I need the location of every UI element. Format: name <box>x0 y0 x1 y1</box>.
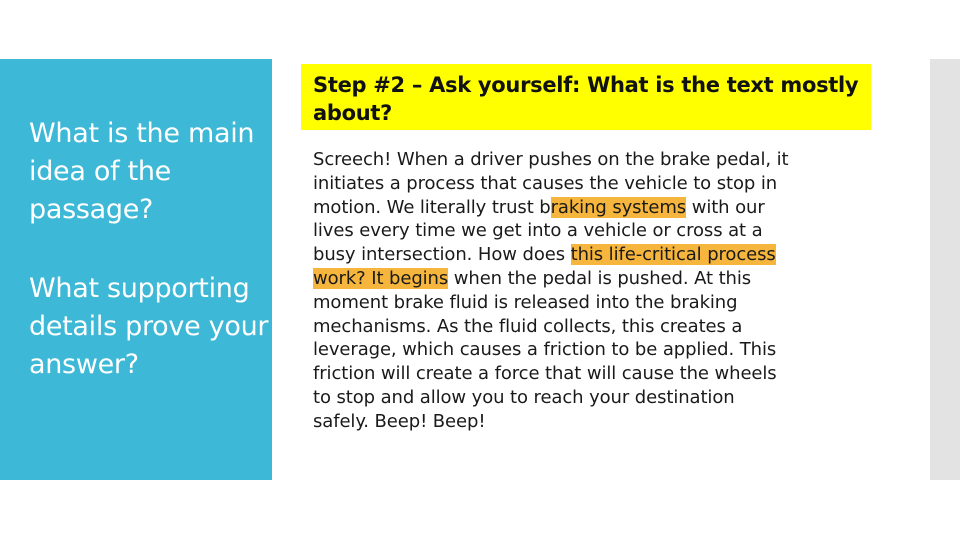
passage-line: to stop and allow you to reach your destination <box>313 386 735 408</box>
main-idea-question: What is the main idea of the passage? <box>29 118 255 225</box>
passage-line: Screech! When a driver pushes on the brake pedal, it <box>313 149 789 170</box>
passage-line: work? It begins when the pedal is pushed. At this <box>313 267 752 289</box>
passage-line: friction will create a force that will cause the wheels <box>313 363 777 385</box>
passage-line: mechanisms. As the fluid collects, this creates a <box>313 315 743 337</box>
passage-line: moment brake fluid is released into the braking <box>313 291 738 313</box>
passage-line: motion. We literally trust braking systems with our <box>313 196 765 218</box>
passage-line: initiates a process that causes the vehicle to stop in <box>313 172 778 194</box>
highlighted-phrase: work? It begins <box>313 267 449 289</box>
passage-line: safely. Beep! Beep! <box>313 410 486 432</box>
passage-line: busy intersection. How does this life-critical process <box>313 244 776 266</box>
side-strip <box>930 59 960 480</box>
highlighted-phrase: this life-critical process <box>570 244 776 266</box>
supporting-details-question: What supporting details prove your answer? <box>29 273 269 380</box>
passage-line: leverage, which causes a friction to be applied. This <box>313 339 777 361</box>
passage-text <box>313 148 873 434</box>
highlighted-phrase: raking systems <box>550 196 687 218</box>
step-heading: Step #2 – Ask yourself: What is the text mostly about? <box>313 73 859 125</box>
passage-line: lives every time we get into a vehicle or cross at a <box>313 220 763 242</box>
